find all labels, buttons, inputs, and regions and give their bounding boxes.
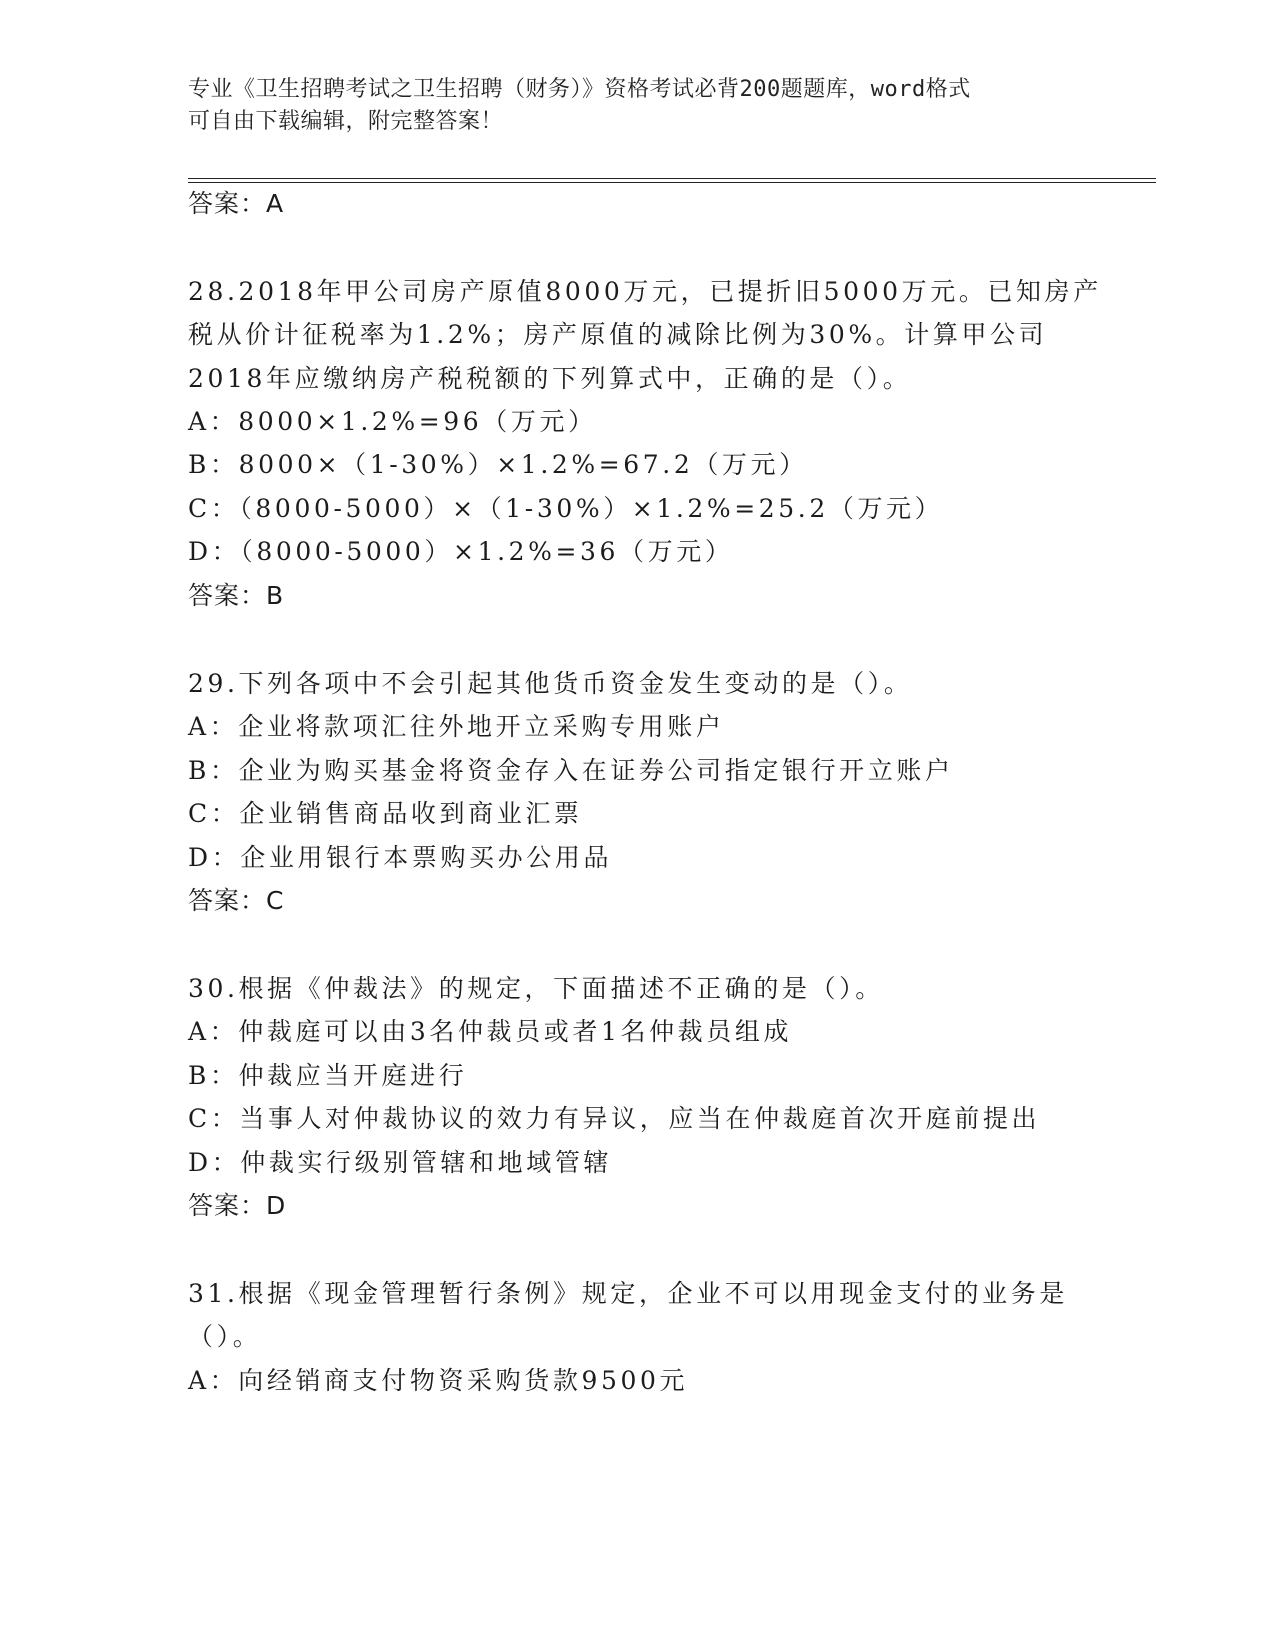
question-28-option-a: A：8000×1.2%=96（万元）: [188, 407, 597, 436]
question-31-stem-line-1: 31.根据《现金管理暂行条例》规定，企业不可以用现金支付的业务是: [188, 1279, 1068, 1308]
question-30-answer: 答案：D: [188, 1191, 287, 1220]
question-29-option-c: C：企业销售商品收到商业汇票: [188, 799, 583, 828]
question-28-option-d: D：（8000-5000）×1.2%=36（万元）: [188, 537, 734, 566]
header-divider-bottom: [188, 182, 1156, 183]
question-29-option-d: D：企业用银行本票购买办公用品: [188, 843, 613, 872]
question-29-option-b: B：企业为购买基金将资金存入在证券公司指定银行开立账户: [188, 756, 954, 785]
question-29-answer: 答案：C: [188, 886, 285, 915]
document-header: [188, 74, 1088, 138]
question-30-stem-line-1: 30.根据《仲裁法》的规定，下面描述不正确的是（）。: [188, 974, 884, 1003]
question-30-option-d: D：仲裁实行级别管辖和地域管辖: [188, 1148, 613, 1177]
question-30-option-c: C：当事人对仲裁协议的效力有异议，应当在仲裁庭首次开庭前提出: [188, 1104, 1041, 1133]
header-line-1: 专业《卫生招聘考试之卫生招聘（财务）》资格考试必背200题题库，word格式: [188, 77, 971, 102]
question-31-stem-line-2: （）。: [188, 1322, 262, 1351]
question-29-stem-line-1: 29.下列各项中不会引起其他货币资金发生变动的是（）。: [188, 669, 913, 698]
question-28-stem-line-1: 28.2018年甲公司房产原值8000万元，已提折旧5000万元。已知房产: [188, 277, 1102, 306]
header-line-2: 可自由下载编辑，附完整答案！: [188, 109, 504, 134]
question-28-stem-line-3: 2018年应缴纳房产税税额的下列算式中，正确的是（）。: [188, 364, 912, 393]
question-30-option-b: B：仲裁应当开庭进行: [188, 1061, 468, 1090]
question-30-option-a: A：仲裁庭可以由3名仲裁员或者1名仲裁员组成: [188, 1017, 793, 1046]
question-28-option-b: B：8000×（1-30%）×1.2%=67.2（万元）: [188, 450, 808, 479]
question-28-stem-line-2: 税从价计征税率为1.2%；房产原值的减除比例为30%。计算甲公司: [188, 320, 1048, 349]
question-31-option-a: A：向经销商支付物资采购货款9500元: [188, 1366, 689, 1395]
question-28-answer: 答案：B: [188, 581, 285, 610]
question-28-option-c: C：（8000-5000）×（1-30%）×1.2%=25.2（万元）: [188, 494, 944, 523]
header-divider-top: [188, 178, 1156, 179]
question-29-option-a: A：企业将款项汇往外地开立采购专用账户: [188, 712, 725, 741]
answer-27: 答案：A: [188, 189, 285, 218]
